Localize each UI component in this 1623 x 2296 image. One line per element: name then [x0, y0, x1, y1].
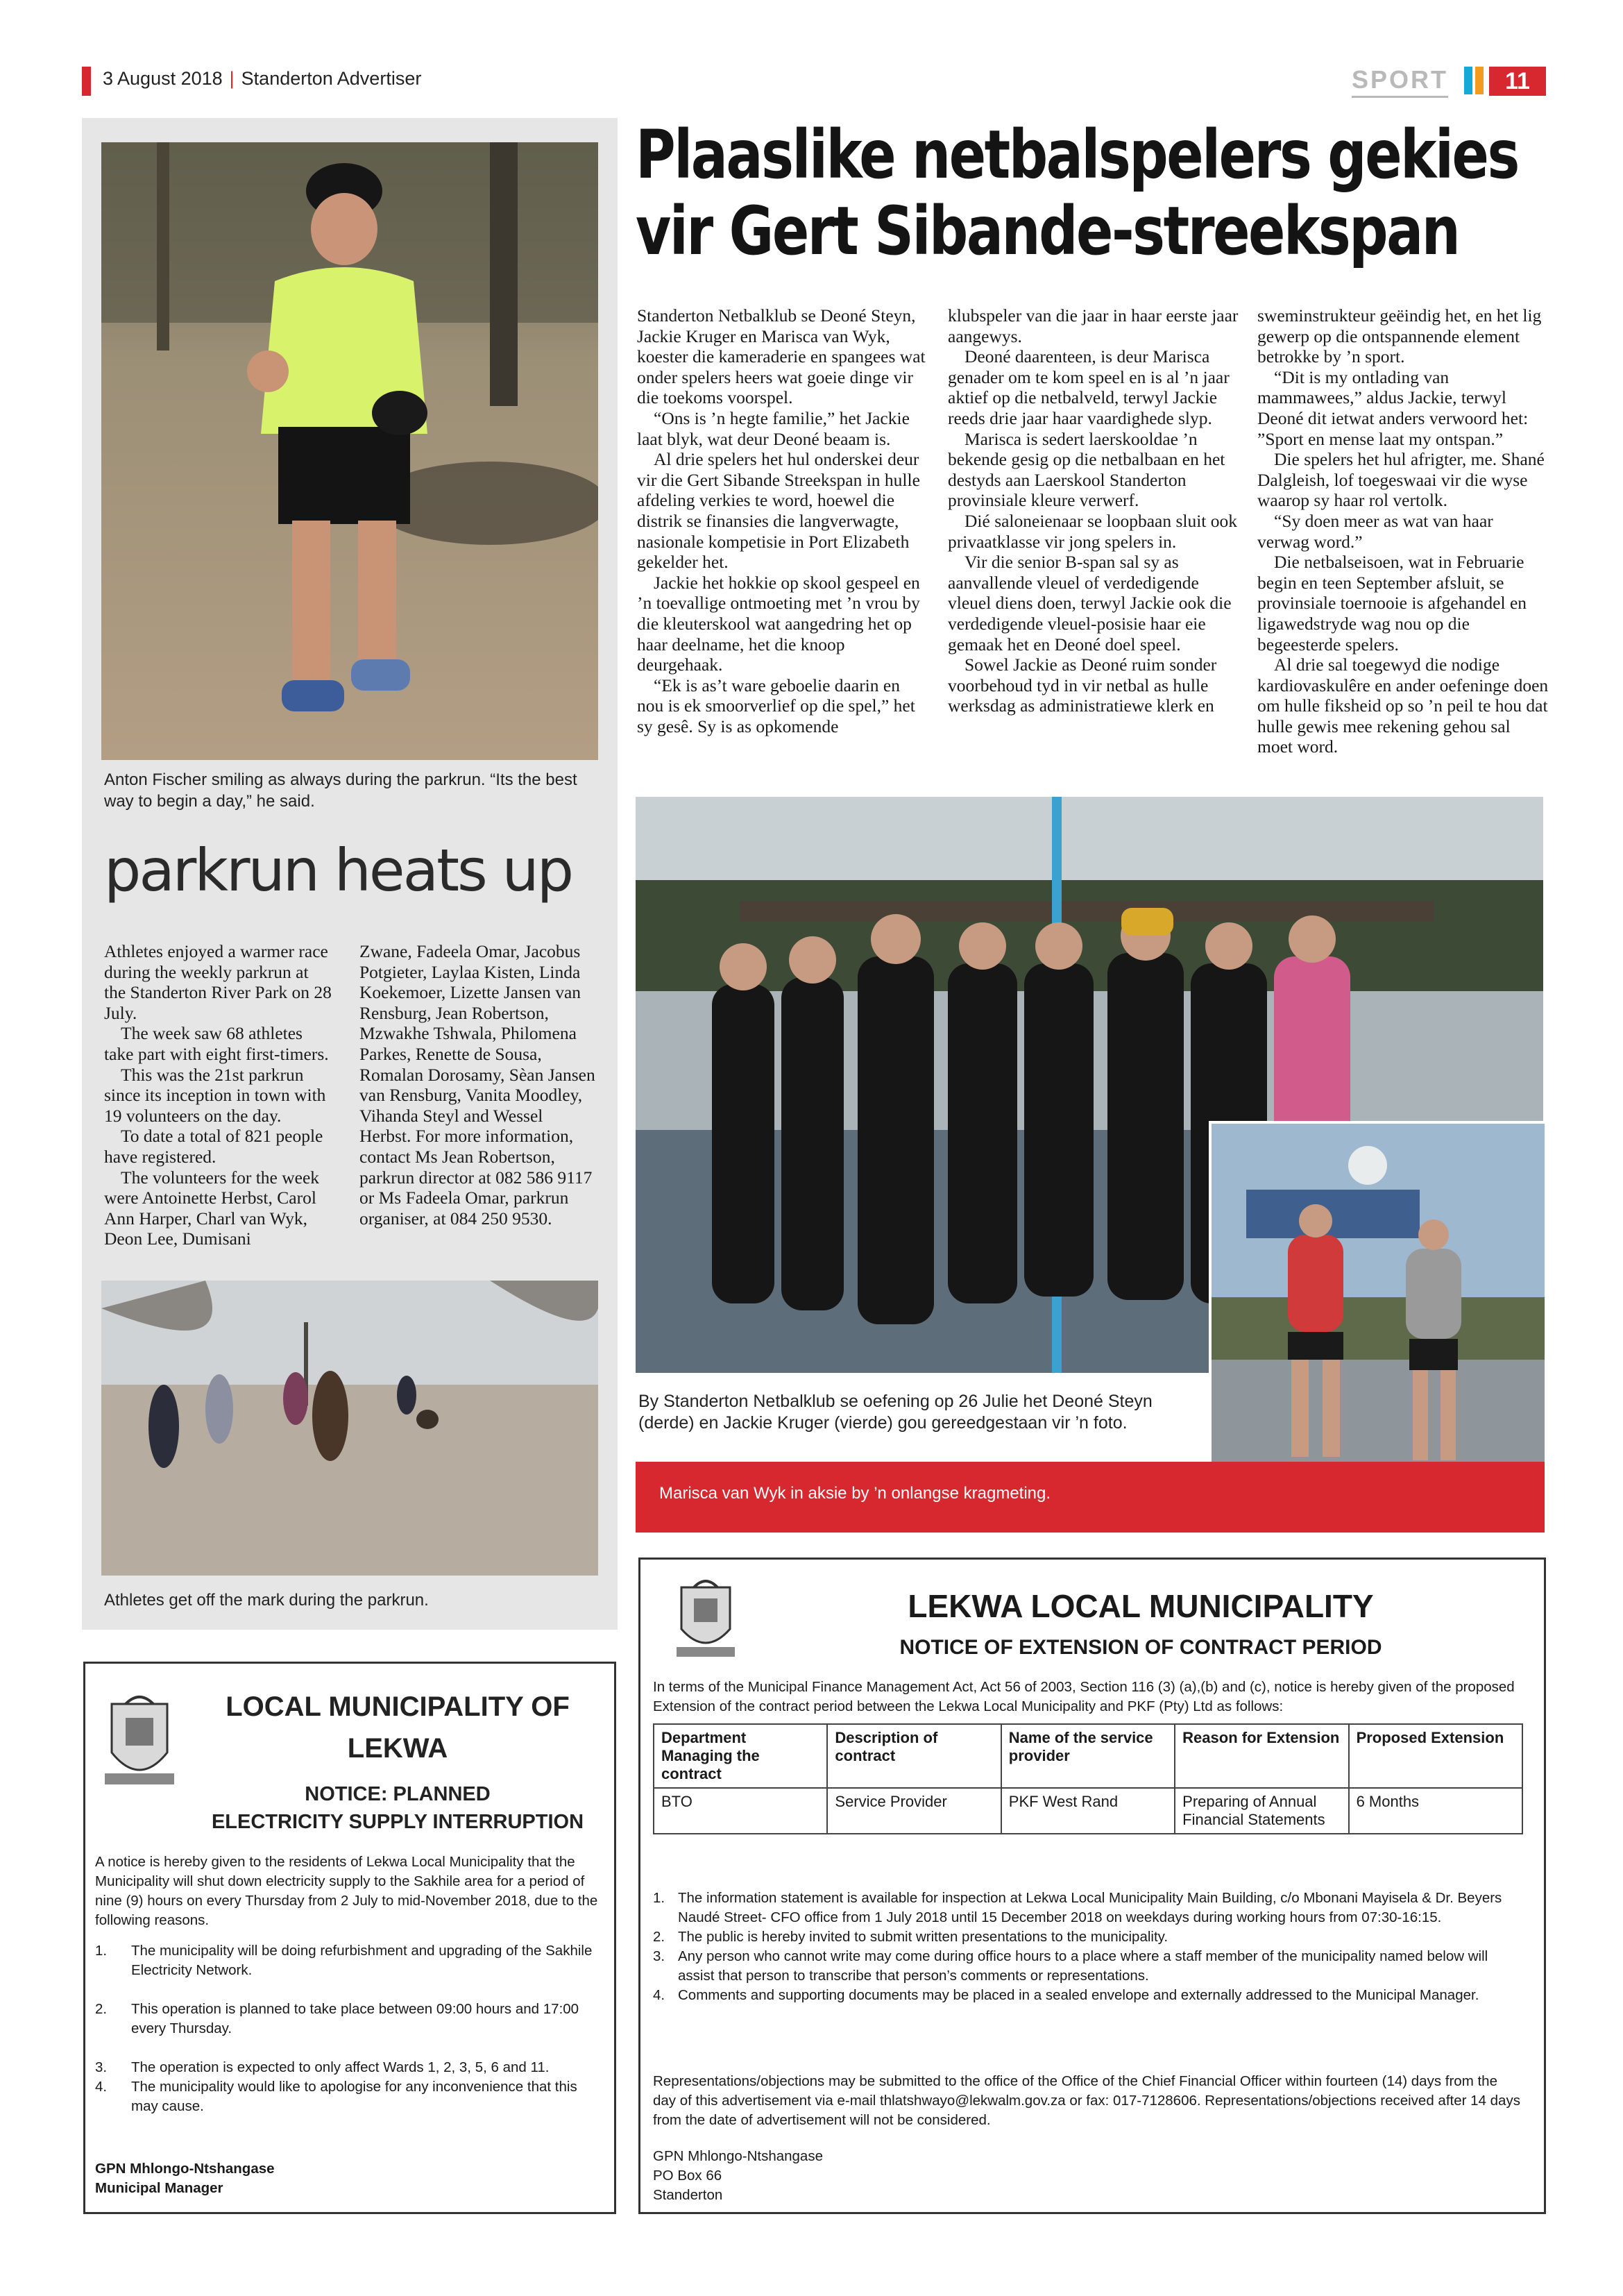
parkrun-paragraph: This was the 21st parkrun since its inception in town with 19 volunteers on the day. — [104, 1064, 326, 1126]
netball-paragraph: Die spelers het hul afrigter, me. Shané Dalgleish, lof toegeswaai vir die wyse waarop sy haar rol vertolk. — [1257, 449, 1545, 511]
masthead-accent-bar — [82, 67, 91, 96]
contract-table-header-cell: Description of contract — [827, 1724, 1001, 1788]
runner-photo — [101, 142, 598, 760]
contract-notice-representations: Representations/objections may be submitted to the office of the Office of the Chief Financial Officer within fourteen (14) days from the day of this advertisement via e-mail thlatshwayo@lekwalm.gov.za or fax: 017-7128606. Representations/objections received after 14 days from the date of advertisement will not be considered. — [653, 2073, 1520, 2128]
contract-table-header-cell: Reason for Extension — [1175, 1724, 1348, 1788]
netball-paragraph: “Sy doen meer as wat van haar verwag word.” — [1257, 510, 1493, 552]
address-line: Standerton — [653, 2187, 723, 2203]
electricity-notice-title-line-2: LEKWA — [347, 1733, 448, 1764]
contract-notice-signature — [653, 2147, 823, 2205]
contract-notice-item — [653, 1927, 1506, 1947]
netball-action-photo-image — [1212, 1124, 1545, 1512]
parkrun-column-2 — [359, 941, 595, 1229]
contract-table-cell: PKF West Rand — [1001, 1788, 1175, 1834]
contract-notice-list — [653, 1889, 1506, 2005]
parkrun-paragraph: Athletes enjoyed a warmer race during the weekly parkrun at the Standerton River Park on 28 July. — [104, 941, 332, 1023]
contract-table — [653, 1723, 1523, 1834]
item-number: 3. — [95, 2059, 108, 2075]
netball-column-2 — [948, 305, 1239, 716]
athletes-photo — [101, 1281, 598, 1576]
contract-notice-subtitle: NOTICE OF EXTENSION OF CONTRACT PERIOD — [899, 1636, 1382, 1659]
contract-table-header — [654, 1724, 1522, 1788]
section-label: SPORT — [1352, 65, 1448, 98]
item-number: 4. — [95, 2079, 108, 2095]
electricity-notice-subtitle-line-2: ELECTRICITY SUPPLY INTERRUPTION — [211, 1811, 584, 1833]
page-number: 11 — [1489, 67, 1546, 96]
electricity-notice-subtitle — [189, 1780, 606, 1836]
parkrun-column-1 — [104, 941, 333, 1249]
electricity-notice-signature — [95, 2159, 275, 2198]
contract-notice-intro: In terms of the Municipal Finance Management Act, Act 56 of 2003, Section 116 (3) (a),(b) and (c), notice is hereby given of the proposed Extension of the contract period between the Lekwa Local Municipality and PKF (Pty) Ltd as follows: — [653, 1679, 1515, 1714]
contract-notice-item — [653, 1986, 1506, 2005]
electricity-notice-list — [95, 1941, 602, 2116]
electricity-notice — [83, 1662, 616, 2214]
item-text: Any person who cannot write may come during office hours to a place where a staff member of the municipality named below will assist that person to transcribe that person’s comments or representations. — [678, 1948, 1488, 1984]
electricity-notice-item — [95, 1941, 602, 1980]
parkrun-paragraph: The week saw 68 athletes take part with eight first-timers. — [104, 1023, 329, 1064]
netball-paragraph: “Ons is ’n hegte familie,” het Jackie laat blyk, wat deur Deoné beaam is. — [637, 407, 910, 449]
netball-column-1 — [637, 305, 928, 736]
item-number: 1. — [95, 1943, 108, 1959]
contract-table-cell: 6 Months — [1349, 1788, 1522, 1834]
netball-paragraph: klubspeler van die jaar in haar eerste jaar aangewys. — [948, 305, 1239, 346]
netball-paragraph: Dié saloneienaar se loopbaan sluit ook privaatklasse vir jong spelers in. — [948, 510, 1238, 552]
athletes-photo-image — [101, 1281, 598, 1576]
item-text: The municipality would like to apologise for any inconvenience that this may cause. — [131, 2079, 577, 2114]
item-text: This operation is planned to take place between 09:00 hours and 17:00 every Thursday. — [131, 2001, 579, 2036]
parkrun-paragraph: The volunteers for the week were Antoinette Herbst, Carol Ann Harper, Charl van Wyk, Deon Lee, Dumisani — [104, 1167, 320, 1249]
action-caption-bar — [636, 1462, 1545, 1533]
netball-paragraph: Sowel Jackie as Deoné ruim sonder voorbehoud tyd in vir netbal as hulle werksdag as administratiewe klerk en — [948, 655, 1217, 716]
netball-column-3 — [1257, 305, 1549, 757]
electricity-notice-subtitle-line-1: NOTICE: PLANNED — [305, 1783, 491, 1805]
masthead-orange-block — [1475, 67, 1484, 94]
electricity-notice-intro: A notice is hereby given to the residents of Lekwa Local Municipality that the Municipality will shut down electricity supply to the Sakhile area for a period of nine (9) hours on every Thursday from 2 July to mid-November 2018, due to the following reasons. — [95, 1854, 598, 1928]
item-number: 2. — [653, 1929, 665, 1945]
contract-table-cell: BTO — [654, 1788, 827, 1834]
electricity-notice-title — [189, 1686, 606, 1769]
netball-paragraph: Deoné daarenteen, is deur Marisca genader om te kom speel en is al ’n jaar aktief op die netbalveld, terwyl Jackie reeds drie jaar haar vaardighede slyp. — [948, 346, 1230, 428]
item-number: 1. — [653, 1890, 665, 1906]
runner-photo-image — [101, 142, 598, 760]
electricity-notice-item — [95, 2000, 602, 2038]
netball-headline-line-1: Plaaslike netbalspelers gekies — [636, 116, 1518, 194]
contract-table-header-cell: Name of the service provider — [1001, 1724, 1175, 1788]
parkrun-paragraph: To date a total of 821 people have registered. — [104, 1126, 323, 1167]
lekwa-coat-of-arms — [98, 1690, 181, 1794]
netball-team-caption: By Standerton Netbalklub se oefening op 26 Julie het Deoné Steyn (derde) en Jackie Kruger (vierde) gou gereedgestaan vir ’n foto. — [638, 1392, 1153, 1433]
netball-paragraph: Vir die senior B-span sal sy as aanvallende vleuel of verdedigende vleuel diens doen, terwyl Jackie ook die verdedigende vleuel-posisie haar eie gemaak het en Deoné doel speel. — [948, 552, 1232, 655]
item-text: The public is hereby invited to submit written presentations to the municipality. — [678, 1929, 1169, 1945]
netball-paragraph: Standerton Netbalklub se Deoné Steyn, Jackie Kruger en Marisca van Wyk, koester die kameraderie en spangees wat onder spelers heers wat goeie dinge vir die toekoms voorspel. — [637, 305, 926, 408]
electricity-notice-item — [95, 2058, 602, 2077]
address-line: PO Box 66 — [653, 2168, 722, 2184]
item-number: 2. — [95, 2001, 108, 2017]
masthead-left — [103, 68, 421, 90]
publication-name: Standerton Advertiser — [241, 68, 422, 89]
runner-photo-caption: Anton Fischer smiling as always during the parkrun. “Its the best way to begin a day,” he said. — [104, 770, 577, 811]
contract-table-cell: Service Provider — [827, 1788, 1001, 1834]
issue-date: 3 August 2018 — [103, 68, 223, 89]
netball-paragraph: “Dit is my ontlading van mammawees,” aldus Jackie, terwyl Deoné dit ietwat anders verwoord het: ”Sport en mense laat my ontspan.” — [1257, 366, 1529, 449]
parkrun-paragraph: Zwane, Fadeela Omar, Jacobus Potgieter, Laylaa Kisten, Linda Koekemoer, Lizette Jansen van Rensburg, Jean Robertson, Mzwakhe Tshwala, Philomena Parkes, Renette de Sousa, Romalan Dorosamy, Sèan Jansen van Rensburg, Vanita Moodley, Vihanda Steyl and Wessel Herbst. For more information, contact Ms Jean Robertson, parkrun director at 082 586 9117 or Ms Fadeela Omar, parkrun organiser, at 084 250 9530. — [359, 941, 595, 1229]
parkrun-headline: parkrun heats up — [104, 836, 572, 904]
contract-table-cell: Preparing of Annual Financial Statements — [1175, 1788, 1348, 1834]
item-text: Comments and supporting documents may be placed in a sealed envelope and externally addressed to the Municipal Manager. — [678, 1987, 1479, 2003]
netball-paragraph: sweminstrukteur geëindig het, en het lig gewerp op die ontspannende element betrokke by ’n sport. — [1257, 305, 1542, 367]
netball-paragraph: Die netbalseisoen, wat in Februarie begin en teen September afsluit, se provinsiale toernooie is afgehandel en ligawedstryde wag nou op die begeesterde spelers. — [1257, 552, 1527, 655]
electricity-notice-item — [95, 2077, 602, 2116]
netball-headline — [636, 116, 1518, 270]
electricity-notice-title-line-1: LOCAL MUNICIPALITY OF — [226, 1691, 570, 1722]
contract-table-header-cell: Proposed Extension — [1349, 1724, 1522, 1788]
item-text: The operation is expected to only affect Wards 1, 2, 3, 5, 6 and 11. — [131, 2059, 550, 2075]
signatory-name: GPN Mhlongo-Ntshangase — [95, 2161, 275, 2177]
masthead-cyan-block — [1464, 67, 1472, 94]
contract-extension-notice — [638, 1558, 1546, 2214]
athletes-photo-caption: Athletes get off the mark during the parkrun. — [104, 1591, 429, 1610]
netball-action-photo — [1209, 1121, 1547, 1515]
netball-headline-line-2: vir Gert Sibande-streekspan — [636, 192, 1459, 270]
contract-table-header-cell: Department Managing the contract — [654, 1724, 827, 1788]
contract-notice-item — [653, 1889, 1506, 1927]
netball-paragraph: Marisca is sedert laerskooldae ’n bekende gesig op die netbalbaan en het destyds aan Laerskool Standerton provinsiale kleure verwerf. — [948, 428, 1225, 511]
netball-paragraph: Al drie sal toegewyd die nodige kardiovaskulêre en ander oefeninge doen om hulle fiksheid op so ’n peil te hou dat hulle gewis mee rekening gehou sal moet word. — [1257, 655, 1549, 757]
contract-table-row — [654, 1788, 1522, 1834]
netball-paragraph: Jackie het hokkie op skool gespeel en ’n toevallige ontmoeting met ’n vrou by die kleuterskool wat aangedring het op haar deelname, het die knoop deurgehaak. — [637, 572, 920, 675]
item-number: 4. — [653, 1987, 665, 2003]
masthead-separator: | — [229, 68, 235, 89]
item-number: 3. — [653, 1948, 665, 1964]
netball-paragraph: “Ek is as’t ware geboelie daarin en nou is ek smoorverlief op die spel,” het sy gesê. Sy is as opkomende — [637, 675, 915, 736]
item-text: The municipality will be doing refurbishment and upgrading of the Sakhile Electricity Network. — [131, 1943, 593, 1978]
netball-paragraph: Al drie spelers het hul onderskei deur vir die Gert Sibande Streekspan in hulle afdeling verkies te word, hoewel die distrik se finansies die langverwagte, nasionale kompetisie in Port Elizabeth gekelder het. — [637, 449, 920, 573]
contract-notice-item — [653, 1947, 1506, 1986]
signatory-name: GPN Mhlongo-Ntshangase — [653, 2148, 823, 2164]
netball-action-caption: Marisca van Wyk in aksie by ’n onlangse kragmeting. — [659, 1484, 1051, 1503]
contract-notice-title: LEKWA LOCAL MUNICIPALITY — [908, 1588, 1374, 1624]
item-text: The information statement is available for inspection at Lekwa Local Municipality Main Building, c/o Mbonani Mayisela & Dr. Beyers Naudé Street- CFO office from 1 July 2018 until 15 December 2018 on weekdays during working hours from 07:30-16:15. — [678, 1890, 1502, 1925]
signatory-title: Municipal Manager — [95, 2180, 223, 2196]
